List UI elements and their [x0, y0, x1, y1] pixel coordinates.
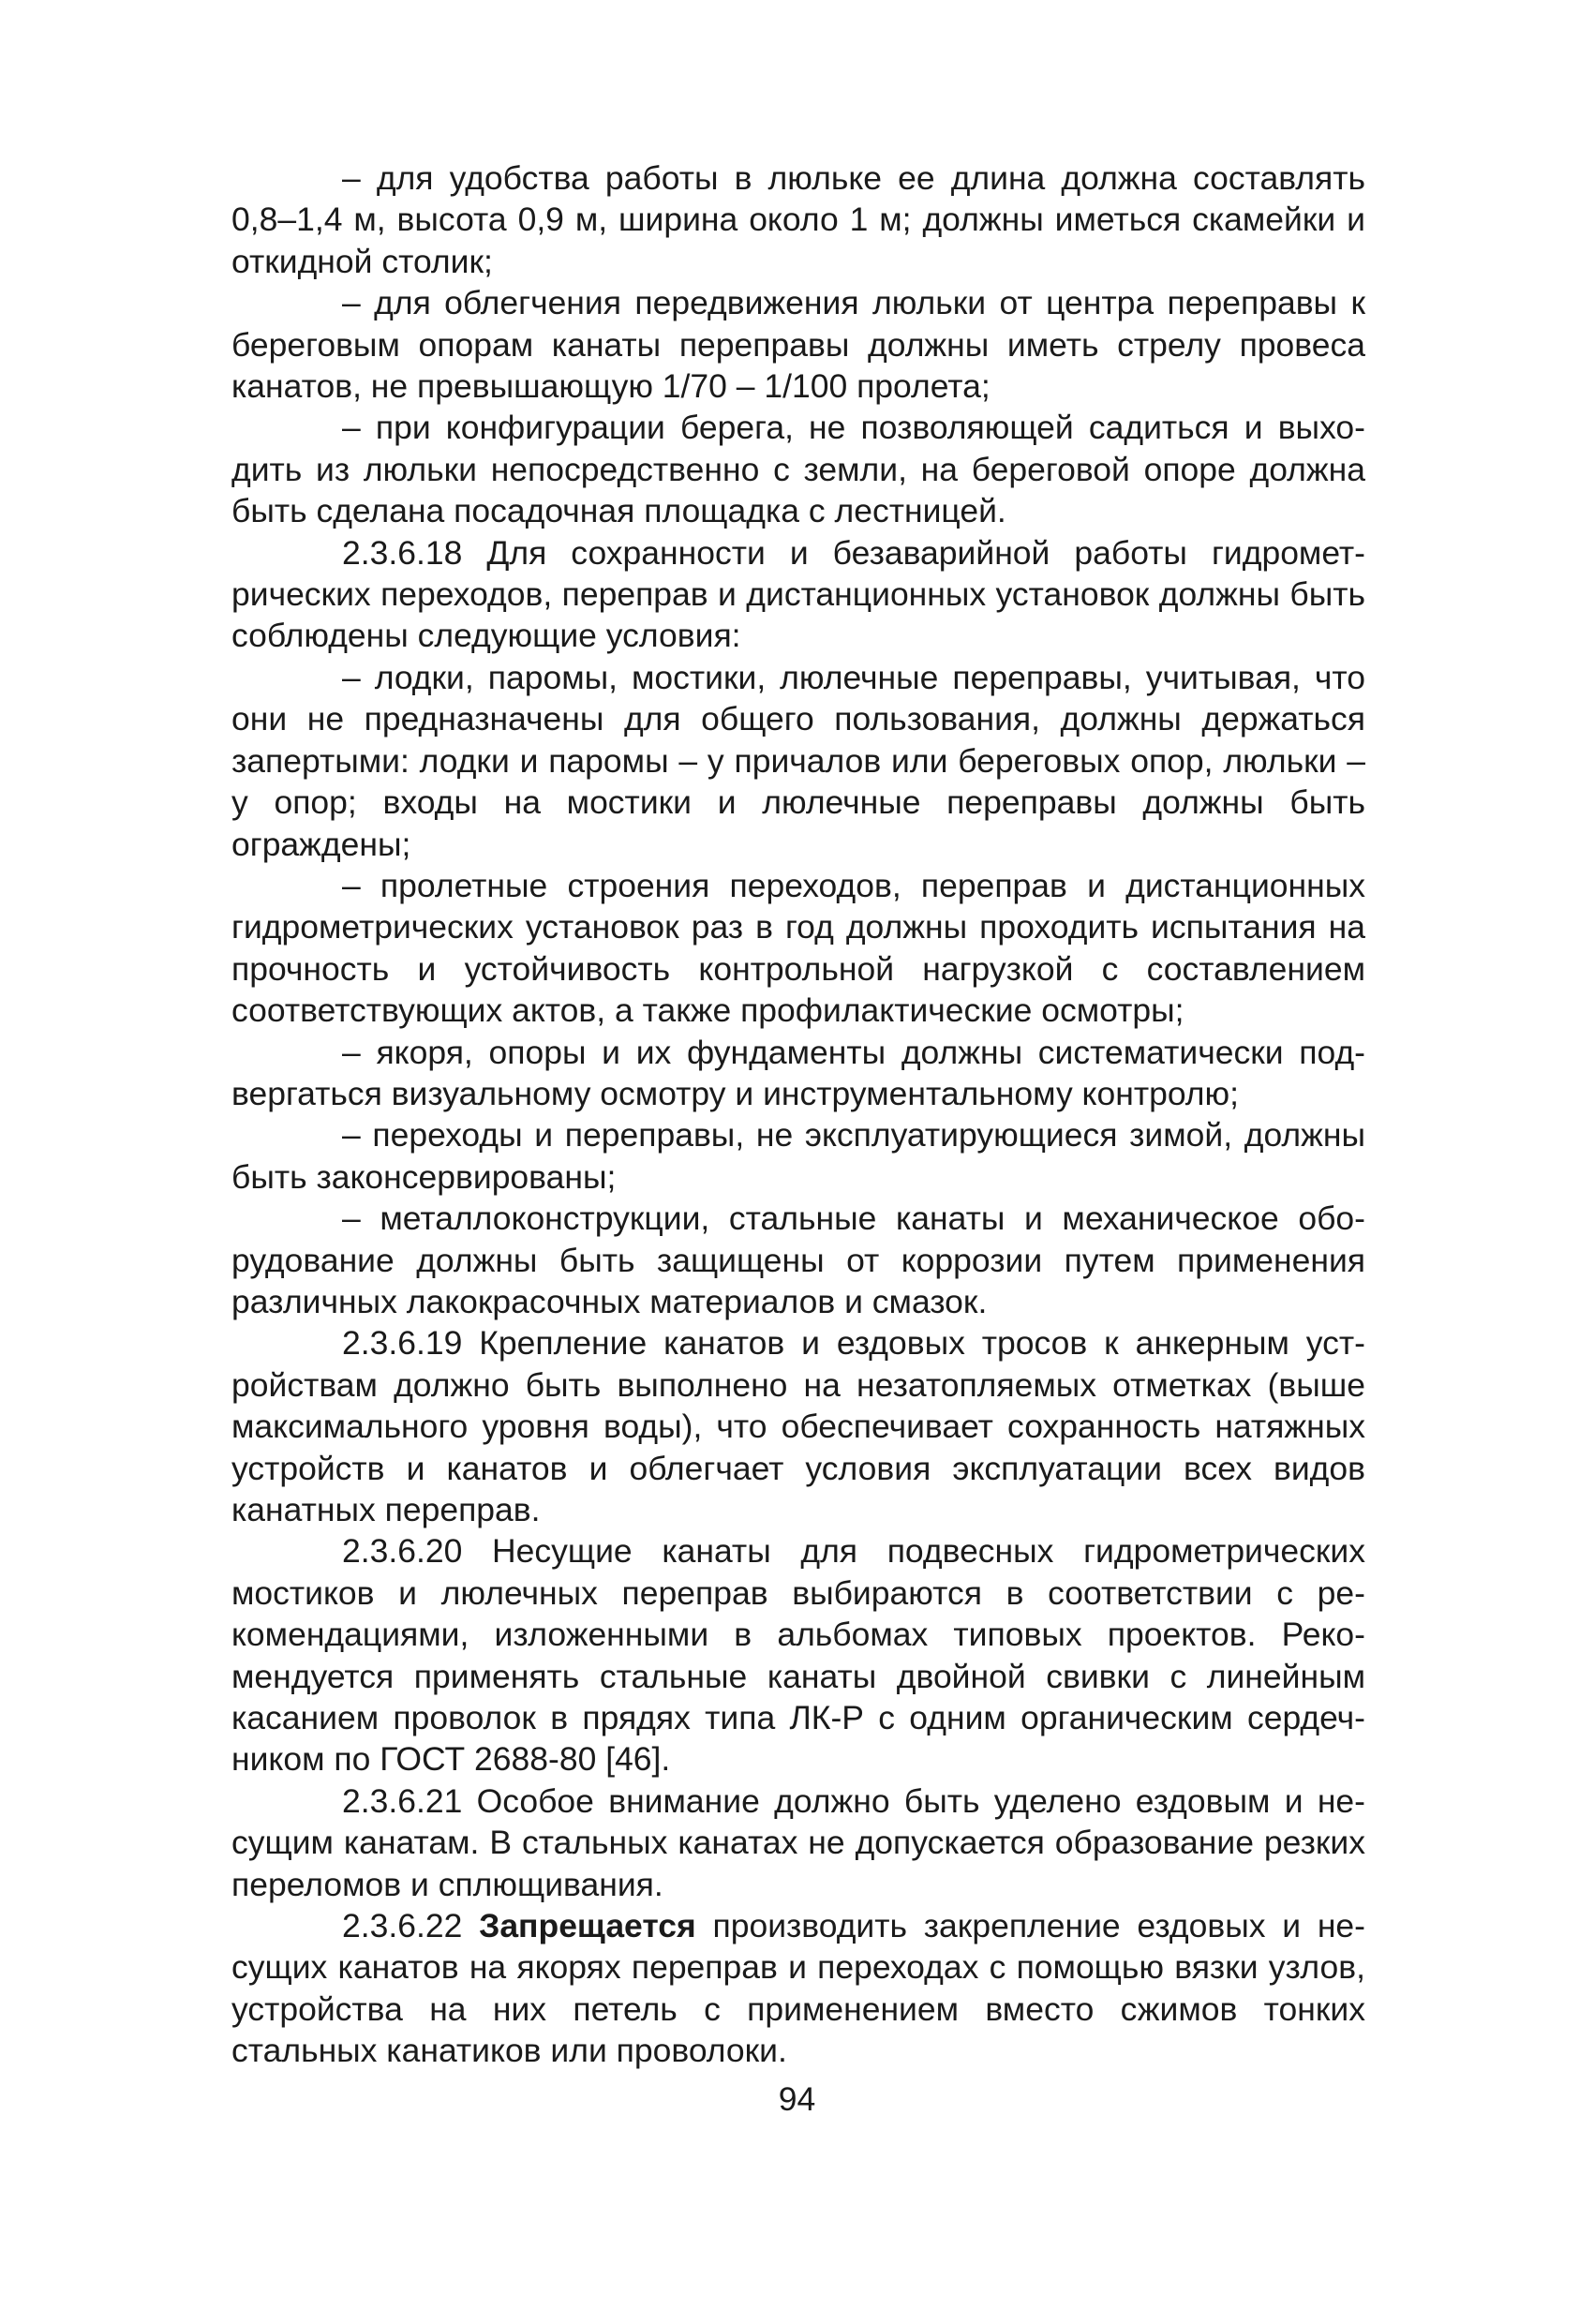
paragraph-2-3-6-22-number: 2.3.6.22 — [342, 1907, 480, 1945]
paragraph-rope-sag: – для облегчения передвижения люльки от центра переправы к береговым опорам канаты переправы должны иметь стрелу провеса канатов, не превышающую 1/70 – 1/100 пролета; — [231, 284, 1365, 406]
paragraph-2-3-6-19: 2.3.6.19 Крепление канатов и ездовых тросов к анкерным устройствам должно быть выполнено на незатопляемых отметках (выше максимального уровня воды), что обеспечивает сохранность натяжных устройств и канатов и облегчает условия эксплуатации всех видов канатных переправ. — [231, 1324, 1365, 1528]
paragraph-boats-locked: – лодки, паромы, мостики, люлечные переправы, учитывая, что они не предназначены для общего пользования, должны держаться запертыми: лодки и паромы – у причалов или береговых опор, люльки – у опор; входы на мостики и люлечные переправы должны быть ограждены; — [231, 658, 1365, 863]
paragraph-span-testing: – пролетные строения переходов, переправ и дистанционных гидрометрических установок раз в год должны проходить испытания на прочность и устойчивость контрольной нагрузкой с составлением соответствующих актов, а также профилактические осмотры; — [231, 866, 1365, 1030]
paragraph-2-3-6-22-text: производить закрепление ездовых и несущих канатов на якорях переправ и переходах с помощью вязки узлов, устройства на них петель с применением вместо сжимов тонких стальных канатиков или проволоки. — [231, 1907, 1365, 2070]
paragraph-2-3-6-22 — [231, 1905, 1365, 2072]
paragraph-anchors-inspection: – якоря, опоры и их фундаменты должны систематически подвергаться визуальному осмотру и инструментальному контролю; — [231, 1033, 1365, 1112]
paragraph-2-3-6-21: 2.3.6.21 Особое внимание должно быть уделено ездовым и несущим канатам. В стальных канатах не допускается образование резких переломов и сплющивания. — [231, 1781, 1365, 1903]
paragraph-winter-conservation: – переходы и переправы, не эксплуатирующиеся зимой, должны быть законсервированы; — [231, 1116, 1365, 1196]
prohibited-emphasis: Запрещается — [479, 1907, 696, 1945]
paragraph-2-3-6-18: 2.3.6.18 Для сохранности и безаварийной работы гидрометрических переходов, переправ и дистанционных установок должны быть соблюдены следующие условия: — [231, 533, 1365, 655]
paragraph-cradle-dimensions: – для удобства работы в люльке ее длина должна составлять 0,8–1,4 м, высота 0,9 м, ширина около 1 м; должны иметься скамейки и откидной столик; — [231, 159, 1365, 280]
page-number: 94 — [778, 2080, 816, 2118]
paragraph-corrosion-protection: – металлоконструкции, стальные канаты и механическое оборудование должны быть защищены от коррозии путем применения различных лакокрасочных материалов и смазок. — [231, 1199, 1365, 1320]
document-body — [231, 157, 1365, 2072]
paragraph-landing-platform: – при конфигурации берега, не позволяющей садиться и выходить из люльки непосредственно с земли, на береговой опоре должна быть сделана посадочная площадка с лестницей. — [231, 409, 1365, 530]
paragraph-2-3-6-20: 2.3.6.20 Несущие канаты для подвесных гидрометрических мостиков и люлечных переправ выбираются в соответствии с рекомендациями, изложенными в альбомах типовых проектов. Рекомендуется применять стальные канаты двойной свивки с линейным касанием проволок в прядях типа ЛК-Р с одним органическим сердечником по ГОСТ 2688-80 [46]. — [231, 1532, 1365, 1779]
